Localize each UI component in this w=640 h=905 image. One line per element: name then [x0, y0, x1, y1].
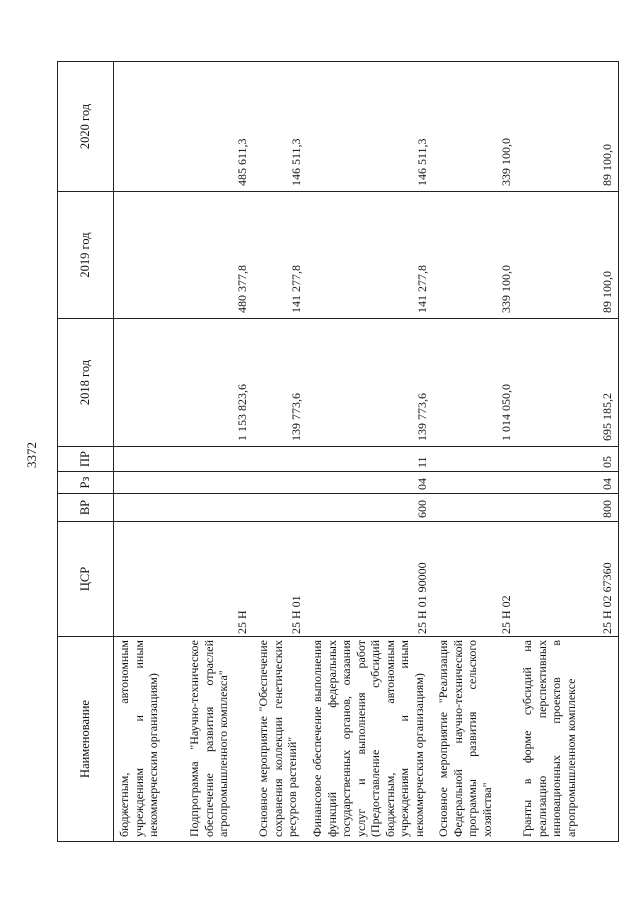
row-vr	[184, 494, 253, 522]
header-rz: Рз	[58, 472, 114, 494]
row-vr: 600	[307, 494, 433, 522]
header-pr: ПР	[58, 447, 114, 472]
row-pr: 11	[307, 447, 433, 472]
table-row	[253, 62, 307, 842]
header-2020: 2020 год	[58, 62, 114, 192]
row-name: Подпрограмма "Научно-техническое обеспечение развития отраслей агропромышленного комплекса"	[184, 637, 253, 842]
budget-table	[57, 61, 619, 842]
row-pr	[253, 447, 307, 472]
row-2019: 339 100,0	[433, 192, 517, 319]
row-2020: 146 511,3	[253, 62, 307, 192]
row-name: бюджетным, автономным учреждениям и иным некоммерческим организациям)	[114, 637, 185, 842]
row-vr	[433, 494, 517, 522]
header-name: Наименование	[58, 637, 114, 842]
row-2019: 480 377,8	[184, 192, 253, 319]
row-2020: 146 511,3	[307, 62, 433, 192]
header-2018: 2018 год	[58, 319, 114, 447]
row-pr: 05	[517, 447, 619, 472]
row-2020: 339 100,0	[433, 62, 517, 192]
row-rz: 04	[307, 472, 433, 494]
row-pr	[433, 447, 517, 472]
row-2018: 139 773,6	[253, 319, 307, 447]
row-2019: 141 277,8	[253, 192, 307, 319]
row-2020	[114, 62, 185, 192]
row-rz	[433, 472, 517, 494]
row-2018: 695 185,2	[517, 319, 619, 447]
row-name: Основное мероприятие "Реализация Федеральной научно-технической программы развития сельского хозяйства"	[433, 637, 517, 842]
table-header-row	[58, 62, 114, 842]
row-vr	[114, 494, 185, 522]
row-csr: 25 Н 01 90000	[307, 522, 433, 637]
row-csr	[114, 522, 185, 637]
row-pr	[184, 447, 253, 472]
table-row	[184, 62, 253, 842]
row-rz	[253, 472, 307, 494]
row-csr: 25 Н 02	[433, 522, 517, 637]
row-csr: 25 Н 01	[253, 522, 307, 637]
row-csr: 25 Н 02 67360	[517, 522, 619, 637]
row-rz	[184, 472, 253, 494]
row-2019	[114, 192, 185, 319]
row-2019: 89 100,0	[517, 192, 619, 319]
row-vr	[253, 494, 307, 522]
header-csr: ЦСР	[58, 522, 114, 637]
row-name: Основное мероприятие "Обеспечение сохранения коллекции генетических ресурсов растений"	[253, 637, 307, 842]
row-csr: 25 Н	[184, 522, 253, 637]
header-vr: ВР	[58, 494, 114, 522]
row-2018	[114, 319, 185, 447]
row-2018: 1 153 823,6	[184, 319, 253, 447]
table-row	[114, 62, 185, 842]
table-row	[433, 62, 517, 842]
row-vr: 800	[517, 494, 619, 522]
rotated-table-area	[57, 62, 614, 842]
table-row	[307, 62, 433, 842]
row-rz: 04	[517, 472, 619, 494]
row-2020: 485 611,3	[184, 62, 253, 192]
row-2018: 139 773,6	[307, 319, 433, 447]
row-rz	[114, 472, 185, 494]
table-container	[57, 62, 614, 842]
row-2020: 89 100,0	[517, 62, 619, 192]
row-pr	[114, 447, 185, 472]
row-name: Финансовое обеспечение выполнения функций федеральных государственных органов, оказания услуг и выполнения работ (Предоставление субсидий бюджетным, автономным учреждениям и иным некоммерческим организациям)	[307, 637, 433, 842]
page-number-text: 3372	[24, 442, 39, 468]
row-name: Гранты в форме субсидий на реализацию перспективных инновационных проектов в агропромышленном комплексе	[517, 637, 619, 842]
header-2019: 2019 год	[58, 192, 114, 319]
table-row	[517, 62, 619, 842]
row-2019: 141 277,8	[307, 192, 433, 319]
page-number	[20, 425, 44, 485]
row-2018: 1 014 050,0	[433, 319, 517, 447]
